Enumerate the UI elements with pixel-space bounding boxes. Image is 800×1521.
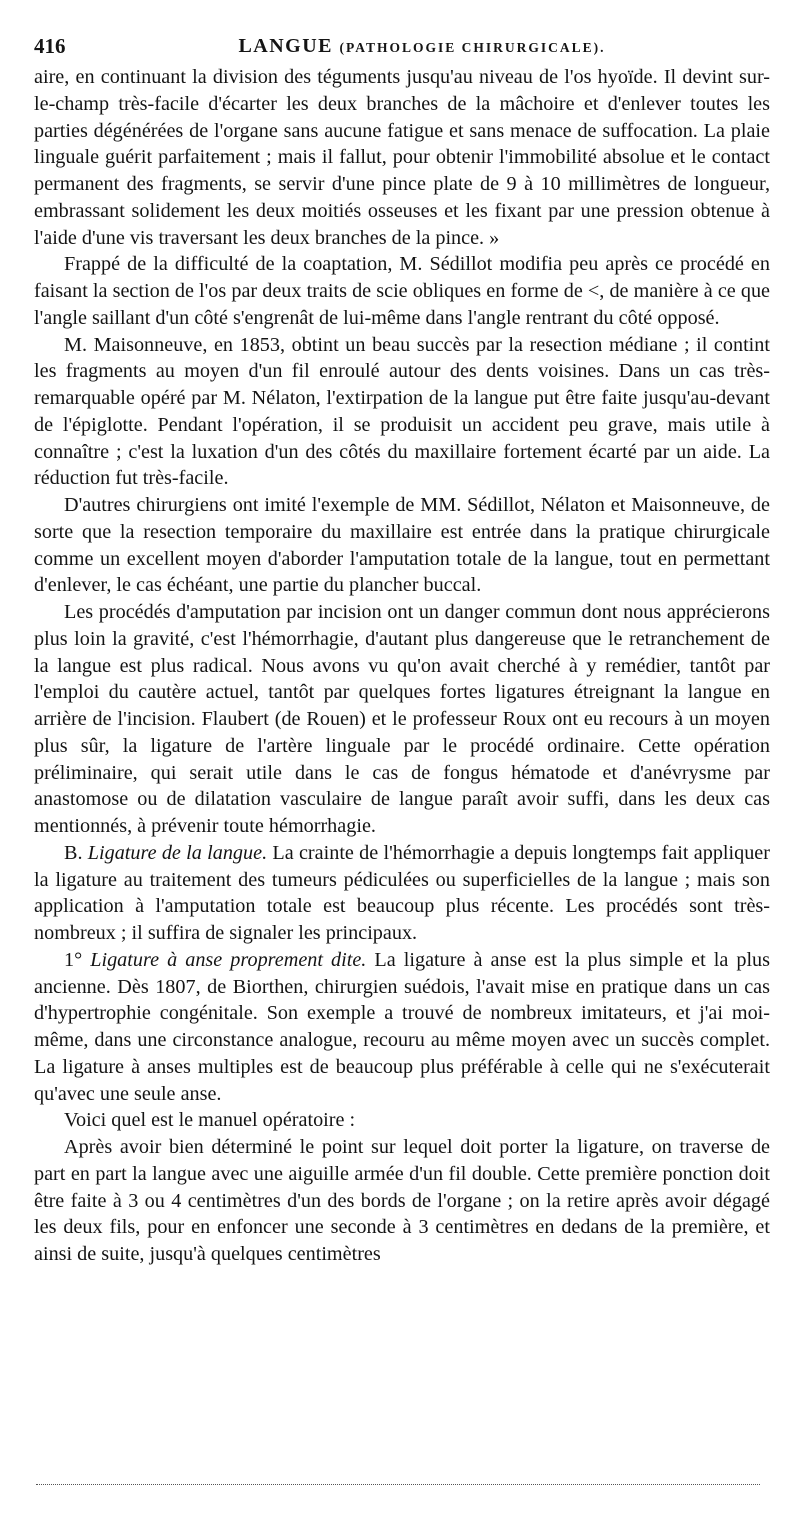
paragraph: Frappé de la difficulté de la coaptation, M. Sédillot modifia peu après ce procédé en faisant la section de l'os par deux traits de scie obliques en forme de <, de manière à ce que l'angle saillant d'un côté s'engrenât de lui-même dans l'angle rentrant du côté opposé. [34, 253, 770, 329]
footer-dotted-rule [36, 1484, 760, 1485]
subsection-heading: Ligature à anse proprement dite. [90, 948, 367, 971]
paragraph: D'autres chirurgiens ont imité l'exemple de MM. Sédillot, Nélaton et Maisonneuve, de sorte que la resection temporaire du maxillaire est entrée dans la pratique chirurgicale comme un excellent moyen d'aborder l'amputation totale de la langue, tout en permettant d'enlever, le cas échéant, une partie du plancher buccal. [34, 494, 770, 597]
paragraph: Voici quel est le manuel opératoire : [64, 1109, 356, 1132]
section-number: B. [64, 841, 88, 864]
page-number: 416 [34, 34, 66, 58]
running-title-main: LANGUE [238, 35, 334, 57]
section-heading: Ligature de la langue. [87, 841, 268, 864]
running-title-sub: (PATHOLOGIE CHIRURGICALE). [339, 40, 606, 55]
body-text [34, 64, 770, 1268]
paragraph: Après avoir bien déterminé le point sur lequel doit porter la ligature, on traverse de part en part la langue avec une aiguille armée d'un fil double. Cette première ponction doit être faite à 3 ou 4 centimètres d'un des bords de l'organe ; on la retire après avoir dégagé les deux fils, pour en enfoncer une seconde à 3 centimètres en dedans de la première, et ainsi de suite, jusqu'à quelques centimètres [34, 1136, 770, 1265]
paragraph: M. Maisonneuve, en 1853, obtint un beau succès par la resection médiane ; il contint les fragments au moyen d'un fil enroulé autour des dents voisines. Dans un cas très-remarquable opéré par M. Nélaton, l'extirpation de la langue put être faite jusqu'au-devant de l'épiglotte. Pendant l'opération, il se produisit un accident peu grave, mais utile à connaître ; c'est la luxation d'un des côtés du maxillaire fortement écarté par un aide. La réduction fut très-facile. [34, 333, 770, 490]
paragraph: 1° Ligature à anse proprement dite. La ligature à anse est la plus simple et la plus ancienne. Dès 1807, de Biorthen, chirurgien suédois, l'avait mise en pratique dans un cas d'hypertrophie congénitale. Son exemple a trouvé de nombreux imitateurs, et j'ai moi-même, dans une circonstance analogue, recouru au même moyen avec un succès complet. La ligature à anses multiples est de beaucoup plus préférable à celle qui ne s'exécuterait qu'avec une seule anse. [34, 948, 771, 1105]
paragraph: B. Ligature de la langue. La crainte de l'hémorrhagie a depuis longtemps fait appliquer la ligature au traitement des tumeurs pédiculées ou superficielles de la langue ; mais son application à l'amputation totale est beaucoup plus récente. Les procédés sont très-nombreux ; il suffira de signaler les principaux. [34, 841, 770, 944]
running-header [34, 28, 770, 64]
running-title [34, 28, 770, 66]
subsection-number: 1° [64, 948, 91, 971]
paragraph: Les procédés d'amputation par incision ont un danger commun dont nous apprécierons plus loin la gravité, c'est l'hémorrhagie, d'autant plus dangereuse que le retranchement de la langue est plus radical. Nous avons vu qu'on avait cherché à y remédier, tantôt par l'emploi du cautère actuel, tantôt par quelques fortes ligatures étreignant la langue en arrière de l'incision. Flaubert (de Rouen) et le professeur Roux ont eu recours à un moyen plus sûr, la ligature de l'artère linguale par le procédé ordinaire. Cette opération préliminaire, qui serait utile dans le cas de fongus hématode et d'anévrysme par anastomose ou de dilatation vasculaire de langue paraît avoir suffi, dans les deux cas mentionnés, à prévenir toute hémorrhagie. [34, 601, 770, 837]
paragraph: aire, en continuant la division des téguments jusqu'au niveau de l'os hyoïde. Il devint sur-le-champ très-facile d'écarter les deux branches de la mâchoire et d'enlever toutes les parties dégénérées de l'organe sans aucune fatigue et sans menace de suffocation. La plaie linguale guérit parfaitement ; mais il fallut, pour obtenir l'immobilité absolue et le contact permanent des fragments, se servir d'une pince plate de 9 à 10 millimètres de longueur, embrassant solidement les deux moitiés osseuses et les fixant par une pression obtenue à l'aide d'une vis traversant les deux branches de la pince. » [34, 66, 770, 249]
